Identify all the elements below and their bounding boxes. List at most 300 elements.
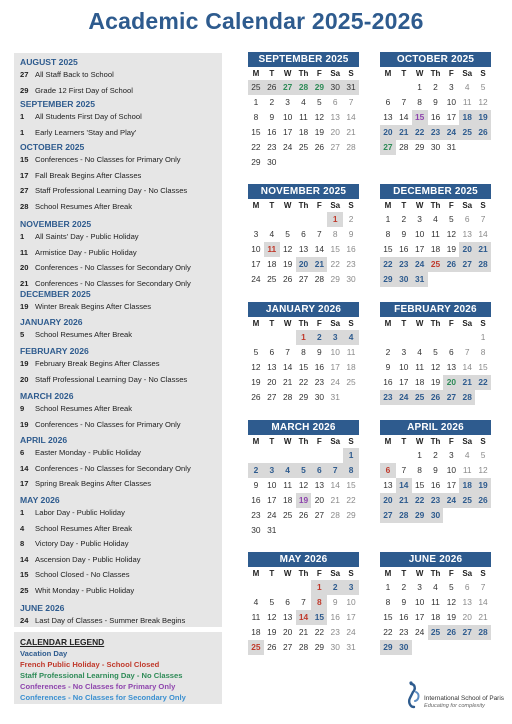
- calendar-day: 9: [401, 597, 407, 607]
- calendar-day: 14: [330, 480, 340, 490]
- calendar-day: 1: [385, 582, 391, 592]
- calendar-day: 23: [399, 627, 409, 637]
- calendar-day: 29: [412, 508, 428, 523]
- calendar-empty-cell: [327, 523, 343, 538]
- calendar-day: 6: [285, 597, 290, 607]
- calendar-day: 24: [412, 257, 428, 272]
- calendar-day: 11: [415, 362, 424, 372]
- calendar-day: 9: [348, 229, 354, 239]
- event-day: 15: [20, 155, 29, 164]
- page-title: Academic Calendar 2025-2026: [88, 8, 424, 34]
- calendar-day: 22: [298, 377, 309, 387]
- event-item: [20, 586, 134, 595]
- calendar-empty-cell: [459, 140, 475, 155]
- calendar-day: 18: [282, 495, 293, 505]
- calendar-day: 5: [253, 347, 259, 357]
- calendar-day: 6: [269, 347, 275, 357]
- calendar-empty-cell: [296, 212, 312, 227]
- calendar-day: 16: [267, 127, 277, 137]
- calendar-empty-cell: [296, 523, 312, 538]
- event-item: [20, 508, 125, 517]
- calendar-day: 15: [251, 127, 261, 137]
- event-text: Spring Break Begins After Classes: [35, 479, 152, 489]
- calendar-day: 8: [332, 229, 338, 239]
- legend-item: Conferences - No Classes for Secondary Only: [20, 693, 186, 702]
- month-header: APRIL 2026: [380, 420, 491, 435]
- calendar-day: 13: [282, 612, 293, 622]
- event-day: 1: [20, 127, 25, 137]
- calendar-day: 22: [383, 627, 393, 637]
- calendar-day: 27: [330, 142, 340, 152]
- weekday-header: S: [480, 69, 486, 78]
- calendar-day: 27: [314, 510, 325, 520]
- calendar-day: 6: [385, 97, 391, 107]
- calendar-day: 30: [314, 392, 325, 402]
- calendar-day: 28: [314, 274, 325, 284]
- calendar-empty-cell: [428, 640, 444, 655]
- weekday-header: Th: [430, 69, 441, 78]
- calendar-day: 28: [396, 508, 412, 523]
- event-day: 25: [20, 586, 29, 595]
- event-item: [20, 171, 141, 180]
- calendar-day: 9: [253, 480, 259, 490]
- event-item: [20, 263, 191, 272]
- calendar-day: 24: [251, 274, 261, 284]
- month-grid: [380, 568, 491, 655]
- calendar-day: 7: [327, 463, 343, 478]
- weekday-header: F: [316, 437, 322, 446]
- event-item: [20, 248, 137, 257]
- calendar-day: 4: [464, 82, 470, 92]
- calendar-day: 30: [396, 640, 412, 655]
- weekday-header: M: [384, 319, 392, 328]
- legend-item: Vacation Day: [20, 649, 68, 658]
- calendar-day: 31: [412, 272, 428, 287]
- calendar-day: 14: [399, 112, 409, 122]
- calendar-day: 24: [267, 510, 277, 520]
- calendar-day: 28: [346, 142, 356, 152]
- weekday-header: Sa: [462, 437, 473, 446]
- calendar-day: 10: [251, 244, 261, 254]
- calendar-day: 21: [282, 377, 293, 387]
- weekday-header: M: [384, 201, 392, 210]
- calendar-day: 23: [267, 142, 277, 152]
- weekday-header: T: [269, 569, 275, 578]
- event-day: 19: [20, 359, 29, 368]
- event-text: Staff Professional Learning Day - No Classes: [35, 186, 188, 196]
- event-item: [20, 70, 114, 79]
- calendar-day: 27: [380, 140, 396, 155]
- calendar-day: 24: [282, 142, 293, 152]
- calendar-day: 2: [385, 347, 391, 357]
- calendar-day: 8: [343, 463, 359, 478]
- calendar-day: 2: [433, 450, 438, 460]
- calendar-day: 30: [396, 272, 412, 287]
- calendar-day: 11: [283, 480, 292, 490]
- calendar-day: 5: [449, 214, 454, 224]
- weekday-header: T: [269, 437, 275, 446]
- event-day: 14: [20, 554, 29, 564]
- calendar-day: 21: [478, 612, 488, 622]
- calendar-day: 9: [332, 597, 338, 607]
- school-logo: [402, 680, 502, 716]
- calendar-day: 13: [383, 112, 393, 122]
- calendar-day: 10: [414, 229, 425, 239]
- event-text: Last Day of Classes - Summer Break Begins: [35, 616, 186, 625]
- calendar-day: 16: [399, 244, 409, 254]
- calendar-day: 12: [478, 97, 488, 107]
- event-item: [20, 524, 132, 533]
- calendar-empty-cell: [296, 448, 312, 463]
- calendar-day: 27: [459, 257, 475, 272]
- event-day: 27: [20, 186, 29, 196]
- calendar-day: 24: [414, 627, 425, 637]
- calendar-legend: [14, 632, 222, 704]
- calendar-day: 30: [430, 142, 441, 152]
- calendar-day: 19: [475, 478, 491, 493]
- calendar-day: 23: [428, 125, 444, 140]
- calendar-day: 7: [464, 347, 470, 357]
- calendar-day: 31: [346, 642, 356, 652]
- month-calendar: [248, 420, 359, 538]
- calendar-day: 24: [443, 125, 459, 140]
- calendar-day: 22: [251, 142, 261, 152]
- weekday-header: T: [269, 69, 275, 78]
- event-text: All Students First Day of School: [35, 112, 142, 121]
- calendar-day: 14: [282, 362, 293, 372]
- calendar-day: 19: [267, 627, 277, 637]
- calendar-empty-cell: [280, 448, 296, 463]
- calendar-day: 16: [430, 112, 441, 122]
- calendar-day: 17: [399, 377, 409, 387]
- weekday-header: Sa: [330, 201, 341, 210]
- weekday-header: Sa: [330, 569, 341, 578]
- calendar-day: 13: [267, 362, 277, 372]
- calendar-day: 18: [298, 127, 309, 137]
- calendar-day: 1: [296, 330, 312, 345]
- calendar-day: 25: [412, 390, 428, 405]
- event-text: Fall Break Begins After Classes: [35, 170, 142, 180]
- event-item: [20, 616, 185, 625]
- weekday-header: Sa: [462, 69, 473, 78]
- calendar-day: 13: [462, 229, 472, 239]
- event-text: Grade 12 First Day of School: [35, 85, 133, 95]
- calendar-day: 18: [459, 478, 475, 493]
- calendar-day: 26: [298, 510, 309, 520]
- calendar-day: 18: [430, 612, 441, 622]
- calendar-day: 6: [332, 97, 338, 107]
- calendar-day: 26: [475, 493, 491, 508]
- calendar-day: 7: [285, 347, 290, 357]
- event-item: [20, 279, 191, 288]
- event-day: 20: [20, 263, 29, 273]
- calendar-day: 24: [346, 627, 356, 637]
- weekday-header: M: [252, 437, 260, 446]
- calendar-day: 25: [267, 274, 277, 284]
- event-item: [20, 155, 181, 164]
- calendar-day: 21: [475, 242, 491, 257]
- event-item: [20, 539, 129, 548]
- calendar-day: 8: [417, 465, 422, 475]
- event-day: 9: [20, 404, 25, 413]
- calendar-day: 26: [314, 142, 325, 152]
- weekday-header: W: [415, 201, 424, 210]
- calendar-day: 25: [248, 640, 264, 655]
- weekday-header: F: [448, 201, 454, 210]
- calendar-empty-cell: [343, 155, 359, 170]
- calendar-day: 13: [298, 244, 309, 254]
- calendar-day: 10: [446, 465, 457, 475]
- event-text: School Resumes After Break: [35, 523, 133, 533]
- calendar-day: 19: [251, 377, 261, 387]
- calendar-day: 8: [480, 347, 486, 357]
- calendar-day: 6: [380, 463, 396, 478]
- calendar-day: 19: [314, 127, 325, 137]
- calendar-day: 4: [464, 450, 470, 460]
- calendar-day: 5: [269, 597, 275, 607]
- month-grid: [380, 68, 491, 155]
- calendar-day: 2: [269, 97, 275, 107]
- weekday-header: M: [384, 69, 392, 78]
- calendar-day: 21: [459, 375, 475, 390]
- calendar-empty-cell: [443, 272, 459, 287]
- calendar-day: 23: [330, 627, 340, 637]
- calendar-day: 26: [251, 392, 261, 402]
- calendar-day: 23: [314, 377, 325, 387]
- calendar-day: 21: [396, 125, 412, 140]
- calendar-day: 19: [446, 244, 457, 254]
- calendar-day: 3: [449, 82, 454, 92]
- calendar-day: 13: [383, 480, 393, 490]
- event-day: 20: [20, 374, 29, 384]
- weekday-header: Th: [298, 319, 309, 328]
- calendar-day: 19: [475, 110, 491, 125]
- calendar-empty-cell: [428, 330, 444, 345]
- event-month-heading: SEPTEMBER 2025: [20, 99, 95, 109]
- calendar-day: 11: [462, 465, 472, 475]
- month-calendar: [380, 302, 491, 405]
- calendar-day: 14: [314, 244, 325, 254]
- weekday-header: Th: [298, 569, 309, 578]
- calendar-day: 31: [343, 80, 359, 95]
- calendar-day: 4: [433, 582, 438, 592]
- calendar-day: 16: [346, 244, 356, 254]
- calendar-day: 29: [298, 392, 309, 402]
- calendar-empty-cell: [248, 448, 264, 463]
- calendar-day: 31: [446, 142, 457, 152]
- calendar-day: 30: [428, 508, 444, 523]
- month-header: JANUARY 2026: [248, 302, 359, 317]
- calendar-day: 5: [449, 582, 454, 592]
- legend-title: CALENDAR LEGEND: [20, 637, 105, 647]
- calendar-day: 19: [296, 493, 312, 508]
- calendar-day: 14: [462, 362, 472, 372]
- calendar-day: 11: [264, 242, 280, 257]
- calendar-day: 3: [417, 582, 422, 592]
- calendar-day: 25: [248, 80, 264, 95]
- calendar-day: 30: [330, 642, 340, 652]
- calendar-day: 10: [346, 597, 356, 607]
- event-item: [20, 555, 141, 564]
- calendar-day: 14: [396, 478, 412, 493]
- event-day: 5: [20, 330, 25, 339]
- month-header: SEPTEMBER 2025: [248, 52, 359, 67]
- calendar-empty-cell: [280, 155, 296, 170]
- weekday-header: Sa: [330, 319, 341, 328]
- event-day: 21: [20, 278, 29, 288]
- calendar-day: 31: [330, 392, 340, 402]
- calendar-day: 10: [330, 347, 340, 357]
- calendar-day: 28: [459, 390, 475, 405]
- calendar-day: 22: [412, 125, 428, 140]
- calendar-day: 29: [346, 510, 356, 520]
- event-text: Labor Day - Public Holiday: [35, 508, 125, 517]
- event-item: [20, 375, 187, 384]
- event-item: [20, 359, 160, 368]
- calendar-day: 8: [311, 595, 327, 610]
- calendar-empty-cell: [412, 640, 428, 655]
- legend-item: Conferences - No Classes for Primary Only: [20, 682, 176, 691]
- calendar-day: 1: [343, 448, 359, 463]
- calendar-empty-cell: [311, 155, 327, 170]
- calendar-day: 14: [478, 229, 488, 239]
- calendar-day: 9: [269, 112, 275, 122]
- event-month-heading: AUGUST 2025: [20, 57, 78, 67]
- calendar-day: 23: [251, 510, 261, 520]
- weekday-header: S: [480, 319, 486, 328]
- calendar-day: 15: [383, 244, 393, 254]
- calendar-day: 2: [248, 463, 264, 478]
- calendar-day: 26: [267, 642, 277, 652]
- event-day: 4: [20, 523, 25, 533]
- calendar-day: 29: [414, 142, 425, 152]
- calendar-day: 9: [317, 347, 322, 357]
- event-month-heading: NOVEMBER 2025: [20, 219, 92, 229]
- event-text: Conferences - No Classes for Secondary Only: [35, 463, 191, 473]
- calendar-day: 27: [380, 508, 396, 523]
- weekday-header: M: [252, 201, 260, 210]
- calendar-day: 22: [475, 375, 491, 390]
- calendar-empty-cell: [264, 448, 280, 463]
- calendar-day: 3: [417, 214, 422, 224]
- event-day: 19: [20, 419, 29, 429]
- calendar-day: 27: [282, 642, 293, 652]
- calendar-day: 1: [385, 214, 391, 224]
- weekday-header: W: [283, 69, 292, 78]
- weekday-header: Th: [430, 319, 441, 328]
- calendar-day: 4: [343, 330, 359, 345]
- calendar-empty-cell: [475, 140, 491, 155]
- calendar-day: 2: [348, 214, 354, 224]
- weekday-header: F: [316, 69, 322, 78]
- event-day: 27: [20, 70, 29, 79]
- calendar-day: 13: [446, 362, 457, 372]
- weekday-header: W: [415, 437, 424, 446]
- calendar-day: 25: [282, 510, 293, 520]
- calendar-day: 4: [280, 463, 296, 478]
- calendar-day: 30: [251, 525, 261, 535]
- calendar-day: 17: [330, 362, 340, 372]
- event-item: [20, 404, 132, 413]
- calendar-day: 19: [446, 612, 457, 622]
- calendar-day: 13: [314, 480, 325, 490]
- calendar-day: 17: [414, 612, 425, 622]
- event-month-heading: JANUARY 2026: [20, 317, 83, 327]
- weekday-header: F: [316, 569, 322, 578]
- calendar-day: 20: [462, 612, 472, 622]
- calendar-day: 25: [346, 377, 356, 387]
- calendar-day: 4: [269, 229, 275, 239]
- weekday-header: Th: [430, 201, 441, 210]
- event-text: All Saints' Day - Public Holiday: [35, 232, 139, 241]
- calendar-day: 3: [401, 347, 407, 357]
- weekday-header: Th: [430, 437, 441, 446]
- weekday-header: W: [415, 319, 424, 328]
- month-calendar: [380, 184, 491, 287]
- calendar-day: 6: [464, 582, 470, 592]
- calendar-day: 5: [296, 463, 312, 478]
- calendar-day: 11: [462, 97, 472, 107]
- calendar-day: 20: [380, 125, 396, 140]
- calendar-day: 3: [327, 330, 343, 345]
- calendar-empty-cell: [475, 272, 491, 287]
- calendar-day: 13: [330, 112, 340, 122]
- calendar-empty-cell: [443, 330, 459, 345]
- calendar-day: 3: [264, 463, 280, 478]
- weekday-header: S: [480, 201, 486, 210]
- isp-logo-mark: [402, 680, 424, 714]
- month-calendar: [380, 552, 491, 655]
- month-grid: [248, 68, 359, 170]
- legend-item: Staff Professional Learning Day - No Classes: [20, 671, 183, 680]
- calendar-empty-cell: [396, 330, 412, 345]
- weekday-header: T: [401, 201, 407, 210]
- weekday-header: T: [401, 437, 407, 446]
- calendar-empty-cell: [459, 508, 475, 523]
- calendar-day: 7: [317, 229, 322, 239]
- month-calendar: [248, 552, 359, 655]
- event-item: [20, 86, 133, 95]
- legend-item: French Public Holiday - School Closed: [20, 660, 160, 669]
- calendar-empty-cell: [311, 212, 327, 227]
- month-header: OCTOBER 2025: [380, 52, 491, 67]
- calendar-day: 16: [251, 495, 261, 505]
- event-day: 11: [20, 247, 29, 257]
- calendar-day: 4: [301, 97, 306, 107]
- calendar-empty-cell: [280, 523, 296, 538]
- weekday-header: Sa: [462, 569, 473, 578]
- calendar-day: 17: [251, 259, 261, 269]
- weekday-header: Sa: [462, 319, 473, 328]
- calendar-day: 26: [443, 257, 459, 272]
- calendar-day: 11: [346, 347, 356, 357]
- weekday-header: S: [348, 437, 354, 446]
- calendar-empty-cell: [475, 640, 491, 655]
- calendar-day: 21: [396, 493, 412, 508]
- calendar-day: 17: [446, 112, 457, 122]
- event-text: Easter Monday - Public Holiday: [35, 448, 141, 457]
- weekday-header: S: [348, 569, 354, 578]
- calendar-day: 1: [311, 580, 327, 595]
- month-calendar: [248, 302, 359, 405]
- calendar-day: 9: [433, 465, 438, 475]
- calendar-day: 15: [298, 362, 309, 372]
- event-item: [20, 302, 151, 311]
- event-text: Conferences - No Classes for Primary Only: [35, 155, 181, 164]
- calendar-day: 11: [251, 612, 261, 622]
- weekday-header: W: [283, 437, 292, 446]
- weekday-header: W: [283, 569, 292, 578]
